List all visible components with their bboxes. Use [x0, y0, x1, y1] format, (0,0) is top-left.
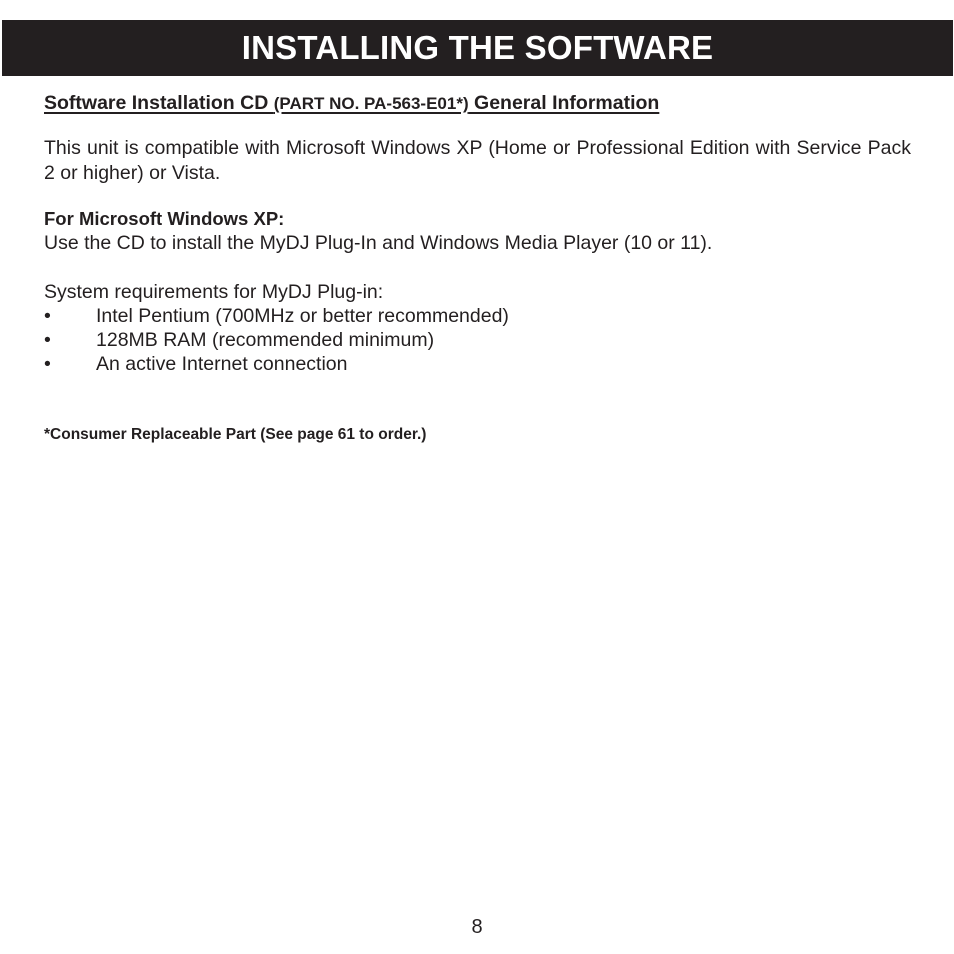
- section-heading-part1: Software Installation CD: [44, 92, 274, 114]
- requirements-list: [44, 304, 911, 376]
- list-item: [44, 328, 911, 352]
- list-item: [44, 304, 911, 328]
- requirement-text: 128MB RAM (recommended minimum): [96, 329, 435, 351]
- xp-instructions: Use the CD to install the MyDJ Plug-In and Windows Media Player (10 or 11).: [44, 232, 713, 254]
- intro-paragraph: This unit is compatible with Microsoft Windows XP (Home or Professional Edition with Service Pack 2 or higher) or Vista.: [44, 137, 911, 184]
- page-title: INSTALLING THE SOFTWARE: [241, 29, 714, 66]
- part-number: (PART NO. PA-563-E01*): [273, 94, 469, 113]
- xp-heading: For Microsoft Windows XP:: [44, 208, 285, 229]
- section-heading: [44, 90, 911, 117]
- requirement-text: An active Internet connection: [96, 353, 348, 375]
- page-number: 8: [471, 916, 483, 938]
- title-bar: [2, 20, 953, 76]
- requirement-text: Intel Pentium (700MHz or better recommended): [96, 305, 509, 327]
- bullet-icon: •: [44, 353, 51, 375]
- requirements-title: System requirements for MyDJ Plug-in:: [44, 281, 384, 303]
- footnote: *Consumer Replaceable Part (See page 61 to order.): [44, 426, 427, 443]
- section-heading-part2: General Information: [468, 92, 660, 114]
- bullet-icon: •: [44, 329, 51, 351]
- bullet-icon: •: [44, 305, 51, 327]
- content: [44, 90, 911, 376]
- list-item: [44, 352, 911, 376]
